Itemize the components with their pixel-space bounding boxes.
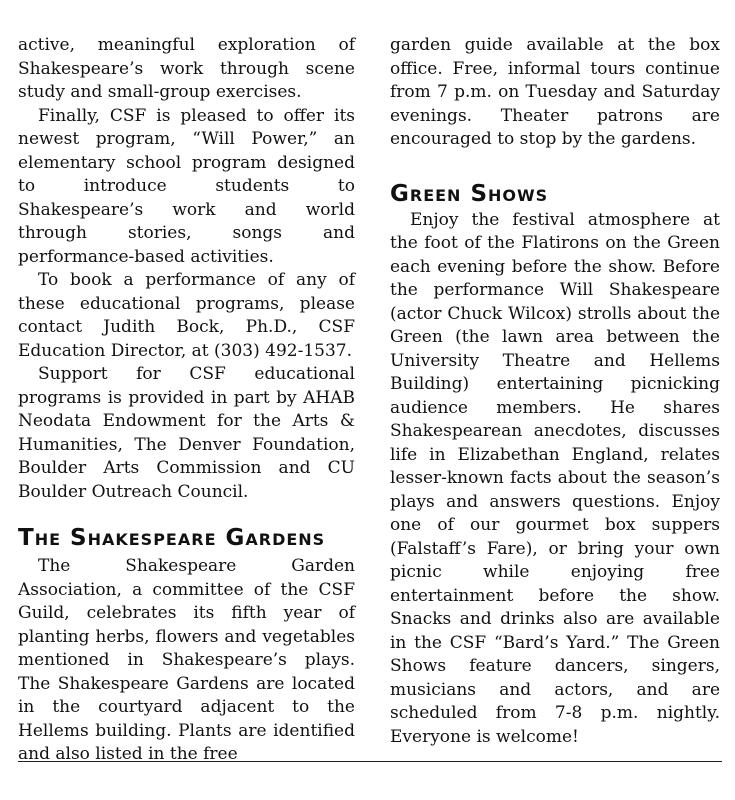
body-paragraph: garden guide available at the box office. Free, informal tours continue from 7 p.m. on Tuesday and Saturday evenings. Theater patrons are encouraged to stop by the gardens. — [390, 35, 720, 149]
body-paragraph: Finally, CSF is pleased to offer its newest program, “Will Power,” an elementary school program designed to introduce students to Shakespeare’s work and world through stories, songs and performance-based activities. — [18, 105, 355, 267]
body-paragraph: Support for CSF educational programs is provided in part by AHAB Neodata Endowment for the Arts & Humanities, The Denver Foundation, Boulder Arts Commission and CU Boulder Outreach Council. — [18, 364, 355, 502]
section-heading-gardens: The Shakespeare Gardens — [18, 525, 326, 551]
page-divider — [18, 761, 722, 762]
left-column — [18, 34, 355, 767]
body-paragraph: Enjoy the festival atmosphere at the foot of the Flatirons on the Green each evening before the show. Before the performance Will Shakespeare (actor Chuck Wilcox) strolls about the Green (the lawn area between the University Theatre and Hellems Building) entertaining picnicking audience members. He shares Shakespearean anecdotes, discusses life in Elizabethan England, relates lesser-known facts about the season’s plays and answers questions. Enjoy one of our gourmet box suppers (Falstaff’s Fare), or bring your own picnic while enjoying free entertainment before the show. Snacks and drinks also are available in the CSF “Bard’s Yard.” The Green Shows feature dancers, singers, musicians and actors, and are scheduled from 7-8 p.m. nightly. Everyone is welcome! — [390, 209, 720, 747]
section-heading-green-shows: Green Shows — [390, 180, 549, 207]
body-paragraph: To book a performance of any of these educational programs, please contact Judith Bock, Ph.D., CSF Education Director, at (303) 492-1537. — [18, 270, 355, 361]
body-paragraph: The Shakespeare Garden Association, a committee of the CSF Guild, celebrates its fifth year of planting herbs, flowers and vegetables mentioned in Shakespeare’s plays. The Shakespeare Gardens are located in the courtyard adjacent to the Hellems building. Plants are identified and also listed in the free — [18, 556, 355, 764]
body-paragraph: active, meaningful exploration of Shakespeare’s work through scene study and small-group exercises. — [18, 35, 355, 102]
right-column — [390, 34, 720, 749]
